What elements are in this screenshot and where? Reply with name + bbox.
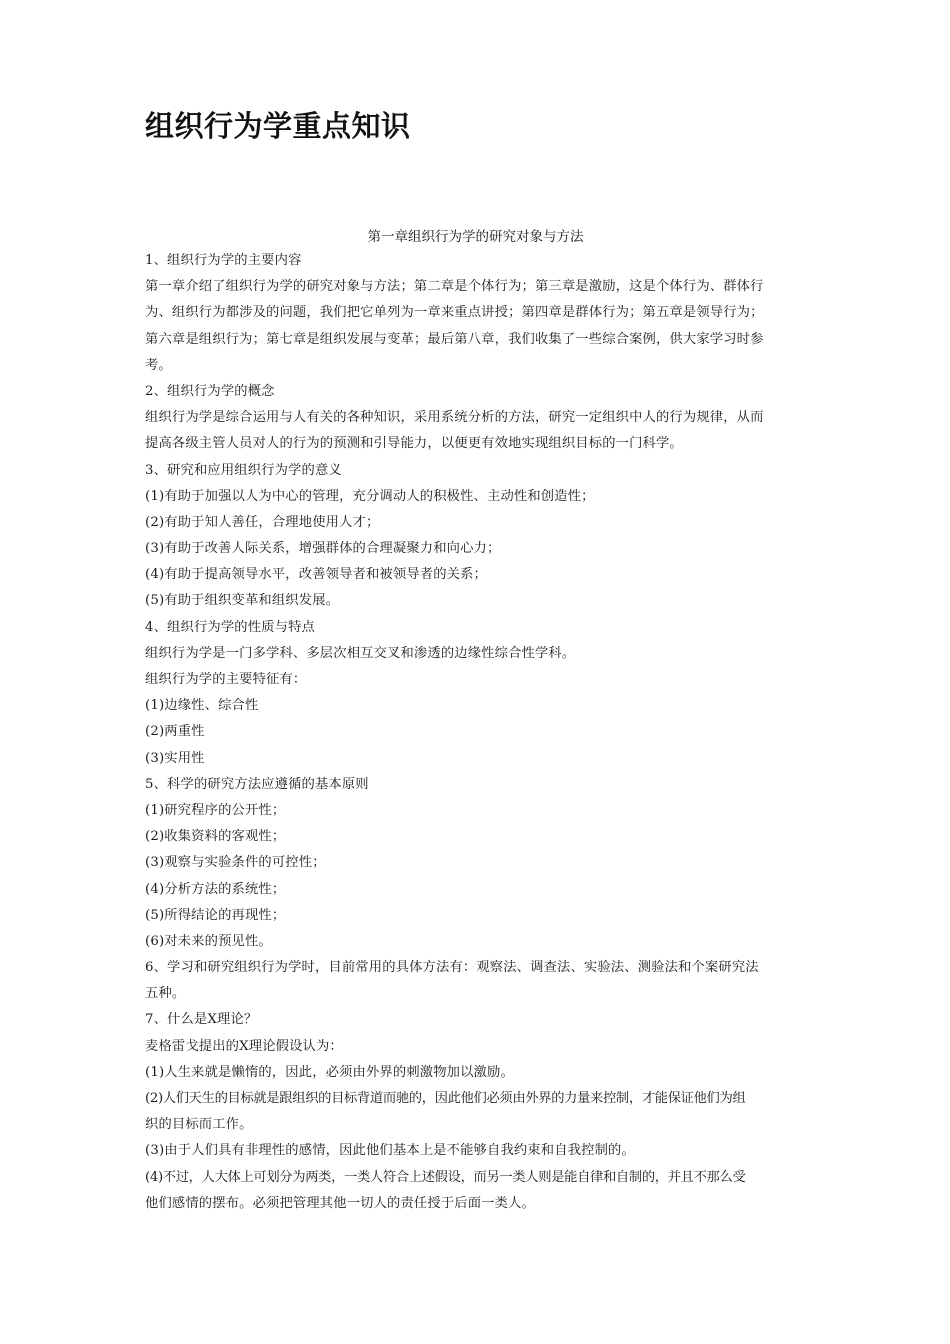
- list-item: (2)有助于知人善任，合理地使用人才；: [145, 514, 380, 530]
- heading-main-content: 1、组织行为学的主要内容: [145, 253, 302, 268]
- heading-concept: 2、组织行为学的概念: [145, 383, 275, 399]
- list-item: (3)由于人们具有非理性的感情，因此他们基本上是不能够自我约束和自我控制的。: [145, 1143, 635, 1159]
- paragraph-line: 第一章介绍了组织行为学的研究对象与方法；第二章是个体行为；第三章是激励，这是个体行为、群体行: [145, 279, 764, 295]
- list-item: (1)人生来就是懒惰的，因此，必须由外界的刺激物加以激励。: [145, 1064, 514, 1080]
- document-title: 组织行为学重点知识: [145, 109, 411, 143]
- paragraph-line: 五种。: [145, 986, 186, 1002]
- paragraph-line: 组织行为学的主要特征有：: [145, 672, 307, 687]
- paragraph-line: 为、组织行为都涉及的问题，我们把它单列为一章来重点讲授；第四章是群体行为；第五章是领导行为；: [145, 305, 764, 321]
- heading-nature: 4、组织行为学的性质与特点: [145, 619, 315, 635]
- paragraph-line: 第六章是组织行为；第七章是组织发展与变革；最后第八章，我们收集了一些综合案例，供大家学习时参: [145, 331, 764, 347]
- chapter-title: 第一章组织行为学的研究对象与方法: [367, 229, 584, 245]
- paragraph-line: 他们感情的摆布。必须把管理其他一切人的责任授于后面一类人。: [145, 1195, 535, 1211]
- paragraph-line: 考。: [145, 357, 172, 373]
- heading-principles: 5、科学的研究方法应遵循的基本原则: [145, 776, 369, 792]
- list-item: (6)对未来的预见性。: [145, 933, 272, 949]
- list-item: (5)有助于组织变革和组织发展。: [145, 593, 340, 609]
- heading-methods: 6、学习和研究组织行为学时，目前常用的具体方法有：观察法、调查法、实验法、测验法和个案研究法: [145, 960, 759, 976]
- list-item: (5)所得结论的再现性；: [145, 907, 286, 923]
- list-item: (1)研究程序的公开性；: [145, 802, 286, 818]
- list-item: (2)两重性: [145, 724, 205, 740]
- list-item: (4)不过，人大体上可划分为两类，一类人符合上述假设，而另一类人则是能自律和自制的，并且不那么受: [145, 1169, 746, 1185]
- list-item: (2)收集资料的客观性；: [145, 829, 286, 845]
- list-item: (1)有助于加强以人为中心的管理，充分调动人的积极性、主动性和创造性；: [145, 488, 595, 504]
- list-item: (4)分析方法的系统性；: [145, 881, 286, 897]
- list-item: (3)有助于改善人际关系，增强群体的合理凝聚力和向心力；: [145, 541, 501, 557]
- heading-significance: 3、研究和应用组织行为学的意义: [145, 462, 342, 478]
- list-item: (3)观察与实验条件的可控性；: [145, 855, 326, 871]
- list-item: (3)实用性: [145, 750, 205, 766]
- paragraph-line: 组织行为学是一门多学科、多层次相互交叉和渗透的边缘性综合性学科。: [145, 645, 576, 661]
- paragraph-line: 提高各级主管人员对人的行为的预测和引导能力，以便更有效地实现组织目标的一门科学。: [145, 436, 683, 452]
- heading-theory-x: 7、什么是X理论？: [145, 1012, 258, 1028]
- list-item: (4)有助于提高领导水平，改善领导者和被领导者的关系；: [145, 567, 488, 583]
- paragraph-line: 麦格雷戈提出的X理论假设认为：: [145, 1038, 343, 1054]
- list-item: (2)人们天生的目标就是跟组织的目标背道而驰的，因此他们必须由外界的力量来控制，才能保证他们为组: [145, 1091, 746, 1106]
- list-item: (1)边缘性、综合性: [145, 698, 259, 714]
- paragraph-line: 织的目标而工作。: [145, 1117, 253, 1133]
- document-body: [145, 248, 810, 1217]
- paragraph-line: 组织行为学是综合运用与人有关的各种知识，采用系统分析的方法，研究一定组织中人的行为规律，从而: [145, 410, 764, 426]
